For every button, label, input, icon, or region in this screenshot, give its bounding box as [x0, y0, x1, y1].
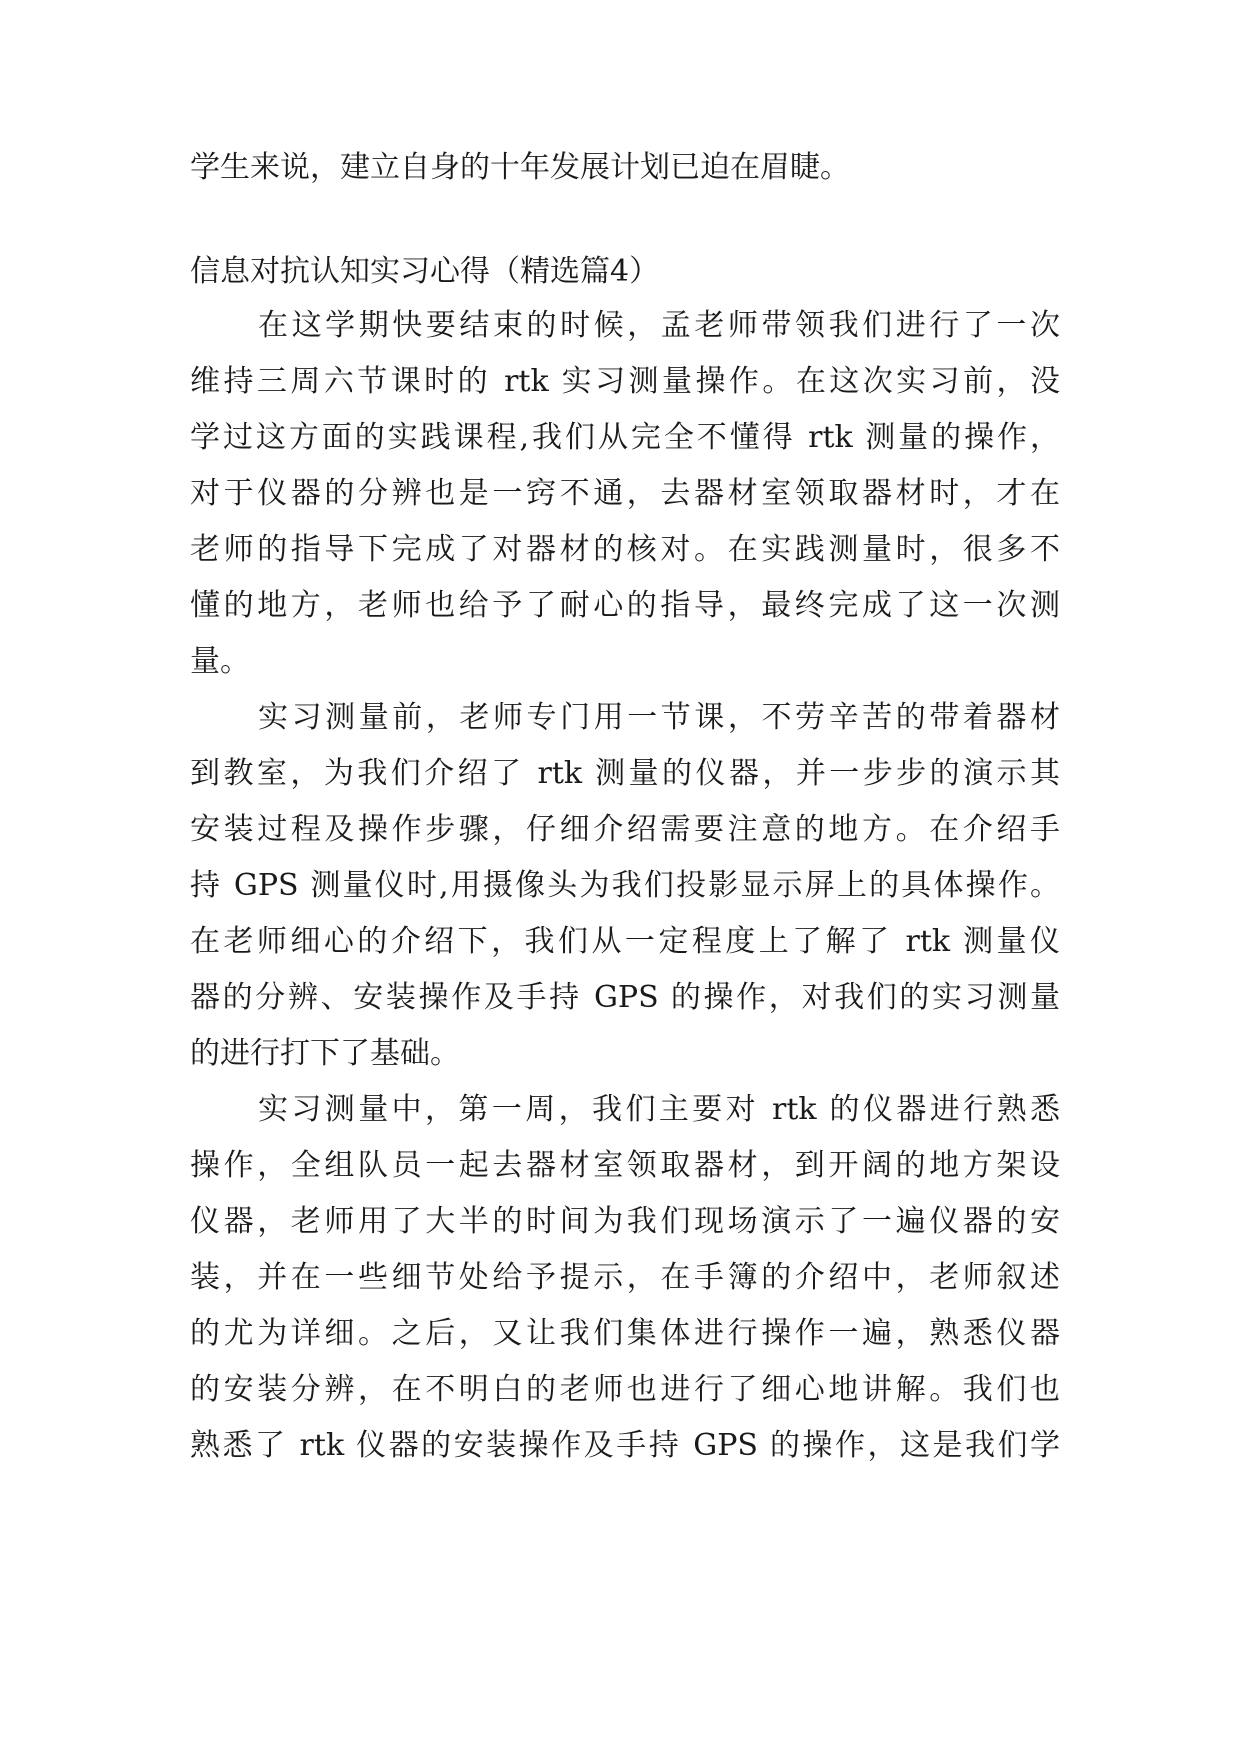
paragraph-line: 安装过程及操作步骤，仔细介绍需要注意的地方。在介绍手: [190, 812, 1060, 847]
paragraph-line: 操作，全组队员一起去器材室领取器材，到开阔的地方架设: [190, 1148, 1060, 1183]
paragraph-line: 到教室，为我们介绍了 rtk 测量的仪器，并一步步的演示其: [190, 756, 1060, 791]
paragraph-line: 在老师细心的介绍下，我们从一定程度上了解了 rtk 测量仪: [190, 924, 1060, 959]
paragraph-line: 装，并在一些细节处给予提示，在手簿的介绍中，老师叙述: [190, 1260, 1060, 1295]
text-fragment: 学生来说，建立自身的十年发展计划已迫在眉睫。: [190, 150, 850, 185]
paragraph-line: 维持三周六节课时的 rtk 实习测量操作。在这次实习前，没: [190, 364, 1060, 399]
section-heading: 信息对抗认知实习心得（精选篇4）: [190, 254, 660, 289]
paragraph-line: 对于仪器的分辨也是一窍不通，去器材室领取器材时，才在: [190, 476, 1060, 511]
paragraph-line: 老师的指导下完成了对器材的核对。在实践测量时，很多不: [190, 532, 1060, 567]
paragraph-line: 在这学期快要结束的时候，孟老师带领我们进行了一次: [258, 308, 1060, 343]
paragraph-line: 实习测量中，第一周，我们主要对 rtk 的仪器进行熟悉: [258, 1092, 1060, 1127]
paragraph-line: 学过这方面的实践课程,我们从完全不懂得 rtk 测量的操作，: [190, 420, 1060, 455]
paragraph-line: 的安装分辨，在不明白的老师也进行了细心地讲解。我们也: [190, 1372, 1060, 1407]
paragraph-line: 的尤为详细。之后，又让我们集体进行操作一遍，熟悉仪器: [190, 1316, 1060, 1351]
paragraph-line: 熟悉了 rtk 仪器的安装操作及手持 GPS 的操作，这是我们学: [190, 1428, 1060, 1463]
paragraph-line: 实习测量前，老师专门用一节课，不劳辛苦的带着器材: [258, 700, 1060, 735]
paragraph-line: 仪器，老师用了大半的时间为我们现场演示了一遍仪器的安: [190, 1204, 1060, 1239]
paragraph-line: 器的分辨、安装操作及手持 GPS 的操作，对我们的实习测量: [190, 980, 1060, 1015]
paragraph-line: 懂的地方，老师也给予了耐心的指导，最终完成了这一次测: [190, 588, 1060, 623]
paragraph-line: 持 GPS 测量仪时,用摄像头为我们投影显示屏上的具体操作。: [190, 868, 1060, 903]
paragraph-line: 量。: [190, 644, 250, 679]
paragraph-line: 的进行打下了基础。: [190, 1036, 460, 1071]
